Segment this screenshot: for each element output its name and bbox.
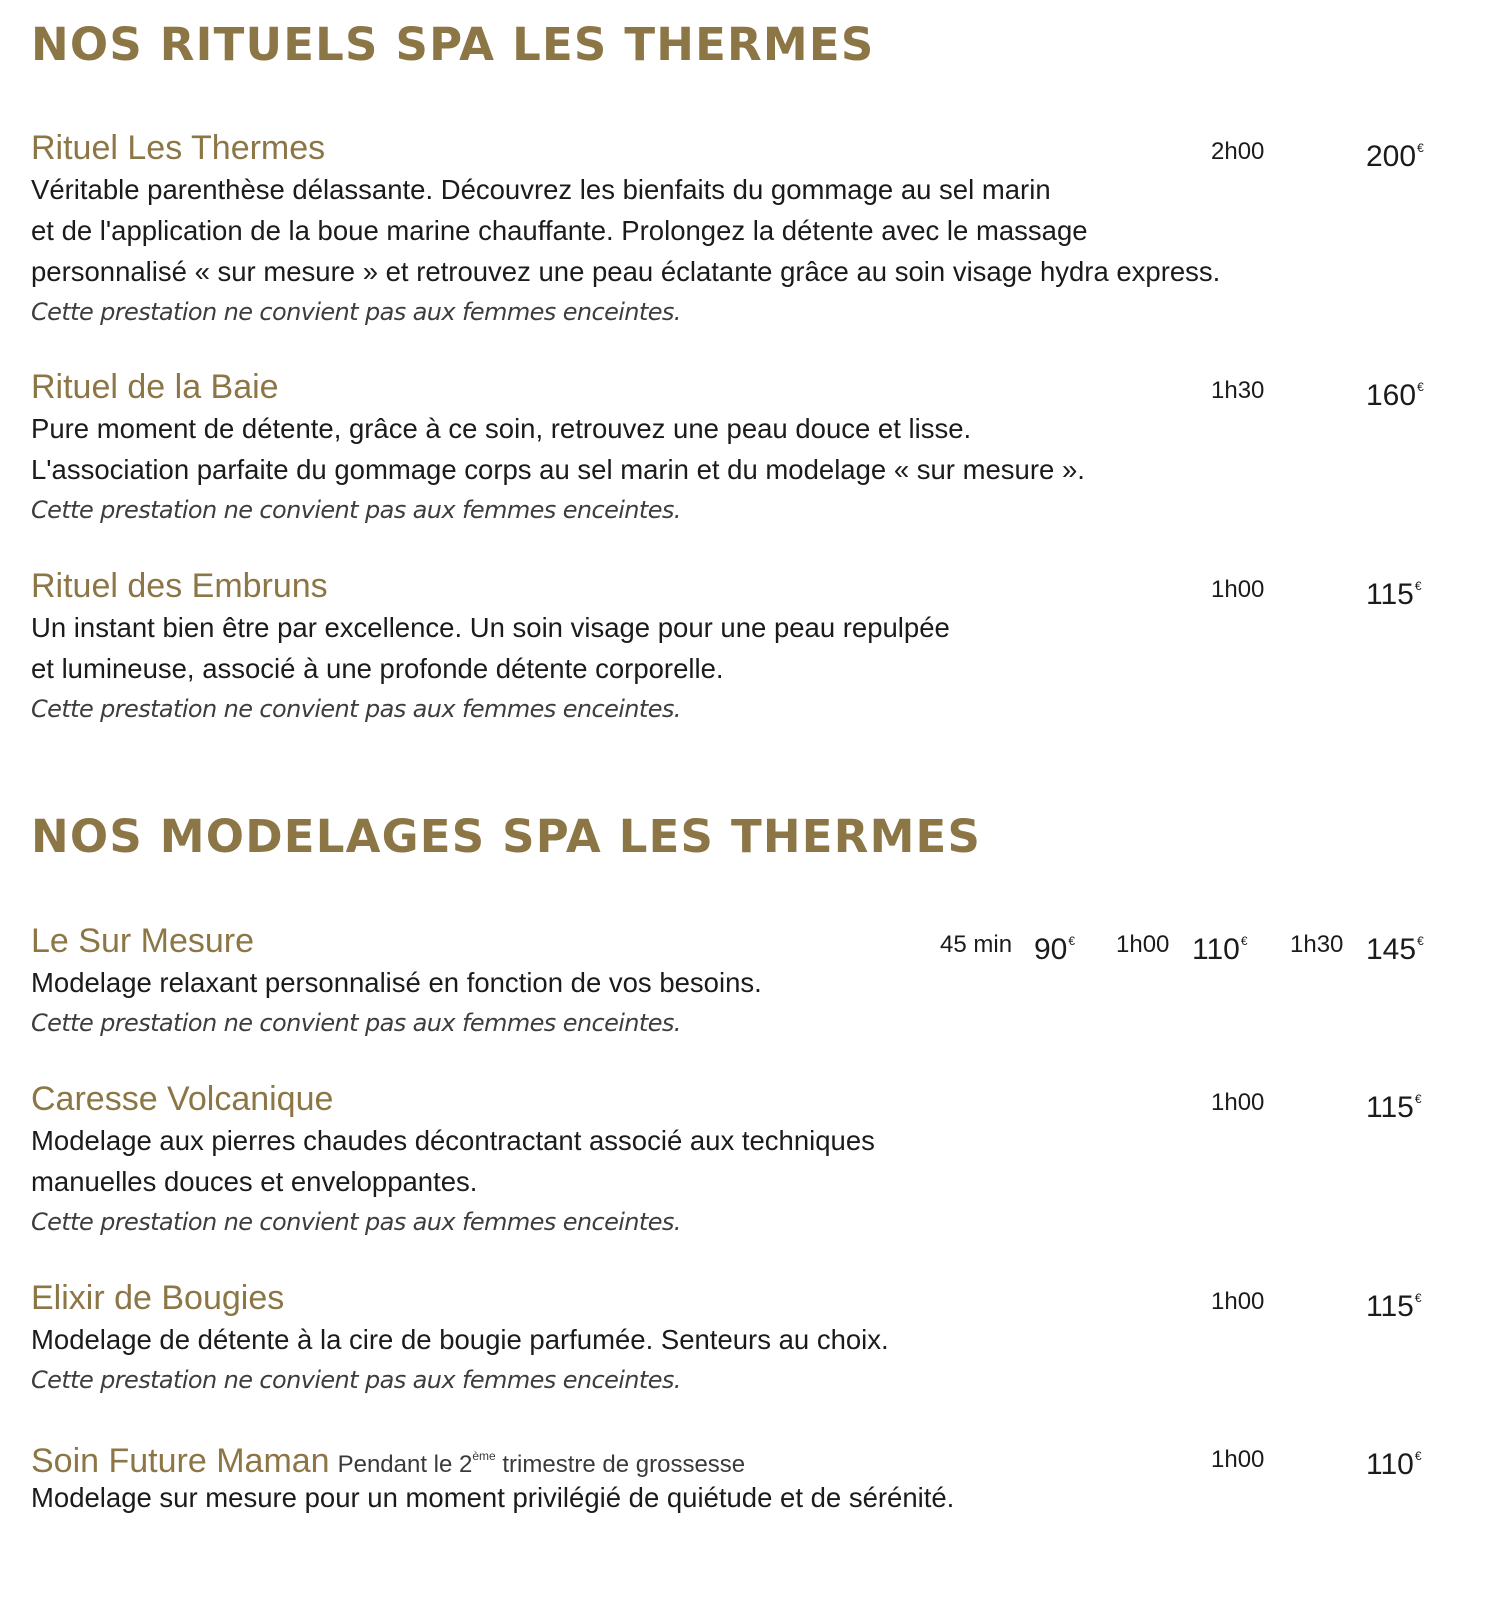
item-name: Rituel Les Thermes	[31, 129, 326, 167]
item-price: 115€	[1366, 1290, 1422, 1323]
item-description-line: personnalisé « sur mesure » et retrouvez une peau éclatante grâce au soin visage hydra express.	[31, 256, 1221, 287]
item-duration: 1h00	[1211, 1089, 1265, 1116]
item-duration: 1h30	[1290, 931, 1344, 958]
item-name: Le Sur Mesure	[31, 922, 254, 960]
item-description-line: Modelage relaxant personnalisé en fonction de vos besoins.	[31, 967, 762, 998]
item-note: Pendant le 2ème trimestre de grossesse	[337, 1449, 746, 1478]
item-name: Caresse Volcanique	[31, 1080, 334, 1118]
item-disclaimer: Cette prestation ne convient pas aux femmes enceintes.	[31, 1208, 681, 1236]
item-description-line: Modelage sur mesure pour un moment privilégié de quiétude et de sérénité.	[31, 1482, 955, 1513]
item-duration: 45 min	[940, 931, 1013, 958]
item-description-line: Modelage de détente à la cire de bougie parfumée. Senteurs au choix.	[31, 1324, 889, 1355]
item-duration: 1h00	[1211, 1288, 1265, 1315]
rituels-section-title: NOS RITUELS SPA LES THERMES	[31, 18, 875, 71]
menu-item-rituel-les-thermes	[31, 127, 1471, 332]
item-duration: 1h00	[1211, 576, 1265, 603]
item-price: 145€	[1366, 933, 1424, 966]
item-description-line: et de l'application de la boue marine chauffante. Prolongez la détente avec le massage	[31, 215, 1088, 246]
item-disclaimer: Cette prestation ne convient pas aux femmes enceintes.	[31, 1366, 681, 1394]
item-price: 110€	[1366, 1448, 1422, 1481]
item-duration: 2h00	[1211, 138, 1265, 165]
item-description-line: Véritable parenthèse délassante. Découvrez les bienfaits du gommage au sel marin	[31, 174, 1051, 205]
item-duration: 1h00	[1211, 1446, 1265, 1473]
item-duration: 1h30	[1211, 377, 1265, 404]
modelages-section-title: NOS MODELAGES SPA LES THERMES	[31, 810, 982, 863]
menu-item-caresse-volcanique	[31, 1078, 1471, 1242]
menu-item-elixir-de-bougies	[31, 1277, 1471, 1400]
menu-item-soin-future-maman	[31, 1435, 1471, 1518]
item-name: Rituel de la Baie	[31, 368, 279, 406]
item-disclaimer: Cette prestation ne convient pas aux femmes enceintes.	[31, 496, 681, 524]
item-price: 115€	[1366, 1091, 1422, 1124]
item-description-line: manuelles douces et enveloppantes.	[31, 1166, 478, 1197]
item-name: Soin Future Maman Pendant le 2ème trimestre de grossesse	[31, 1442, 746, 1480]
item-price: 115€	[1366, 578, 1422, 611]
item-duration: 1h00	[1116, 931, 1170, 958]
item-description-line: et lumineuse, associé à une profonde détente corporelle.	[31, 653, 724, 684]
item-disclaimer: Cette prestation ne convient pas aux femmes enceintes.	[31, 695, 681, 723]
item-description-line: L'association parfaite du gommage corps au sel marin et du modelage « sur mesure ».	[31, 454, 1085, 485]
item-description-line: Un instant bien être par excellence. Un soin visage pour une peau repulpée	[31, 612, 950, 643]
item-name: Elixir de Bougies	[31, 1279, 285, 1317]
item-disclaimer: Cette prestation ne convient pas aux femmes enceintes.	[31, 298, 681, 326]
item-description-line: Modelage aux pierres chaudes décontractant associé aux techniques	[31, 1125, 875, 1156]
item-price: 90€	[1034, 933, 1076, 966]
item-price: 200€	[1366, 140, 1424, 173]
item-name: Rituel des Embruns	[31, 567, 328, 605]
item-price: 160€	[1366, 379, 1424, 412]
menu-item-rituel-des-embruns	[31, 565, 1471, 729]
menu-item-le-sur-mesure	[31, 920, 1471, 1043]
menu-item-rituel-de-la-baie	[31, 366, 1471, 530]
item-description-line: Pure moment de détente, grâce à ce soin, retrouvez une peau douce et lisse.	[31, 413, 972, 444]
item-disclaimer: Cette prestation ne convient pas aux femmes enceintes.	[31, 1009, 681, 1037]
item-price: 110€	[1192, 933, 1248, 966]
